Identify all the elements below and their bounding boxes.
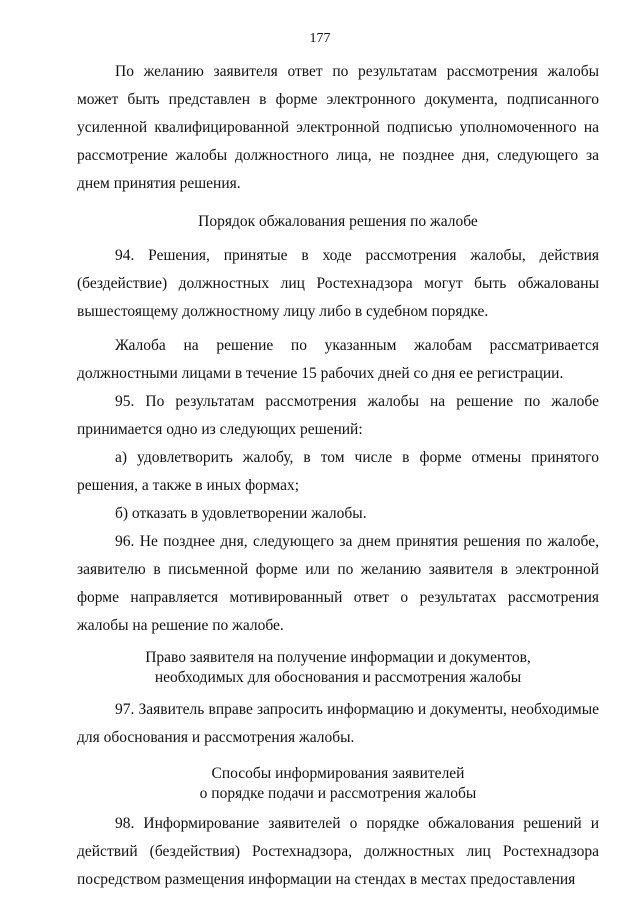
section-heading-inform-line1: Способы информирования заявителей (211, 765, 465, 782)
paragraph-95-option-b: б) отказать в удовлетворении жалобы. (115, 505, 367, 522)
paragraph-96: 96. Не позднее дня, следующего за днем принятия решения по жалобе, заявителю в письменной форме или по желанию заявителя в электронной форме направляется мотивированный ответ о результатах рассмотрения жалобы на решение по жалобе. (77, 533, 599, 634)
paragraph-94-complaint-term: Жалоба на решение по указанным жалобам рассматривается должностными лицами в течение 15 рабочих дней со дня ее регистрации. (77, 337, 599, 382)
page-number: 177 (309, 31, 331, 46)
section-heading-rights-line1: Право заявителя на получение информации и документов, (145, 649, 531, 666)
section-heading-rights (77, 648, 599, 688)
paragraph-electronic-answer: По желанию заявителя ответ по результатам рассмотрения жалобы может быть представлен в форме электронного документа, подписанного усиленной квалифицированной электронной подписью уполномоченного на рассмотрение жалобы должностного лица, не позднее дня, следующего за днем принятия решения. (77, 63, 599, 192)
paragraph-95-option-a: а) удовлетворить жалобу, в том числе в форме отмены принятого решения, а также в иных формах; (77, 449, 599, 494)
section-heading-inform-line2: о порядке подачи и рассмотрения жалобы (199, 785, 477, 802)
section-heading-appeal: Порядок обжалования решения по жалобе (198, 213, 478, 230)
section-heading-inform (77, 764, 599, 804)
document-body (77, 58, 599, 894)
paragraph-95: 95. По результатам рассмотрения жалобы на решение по жалобе принимается одно из следующих решений: (77, 393, 599, 438)
paragraph-97: 97. Заявитель вправе запросить информацию и документы, необходимые для обоснования и рассмотрения жалобы. (77, 701, 599, 746)
section-heading-rights-line2: необходимых для обоснования и рассмотрения жалобы (154, 669, 522, 686)
paragraph-94: 94. Решения, принятые в ходе рассмотрения жалобы, действия (бездействие) должностных лиц Ростехнадзора могут быть обжалованы вышестоящему должностному лицу либо в судебном порядке. (77, 247, 599, 320)
paragraph-98: 98. Информирование заявителей о порядке обжалования решений и действий (бездействия) Ростехнадзора, должностных лиц Ростехнадзора посредством размещения информации на стендах в местах предоставления (77, 815, 599, 888)
